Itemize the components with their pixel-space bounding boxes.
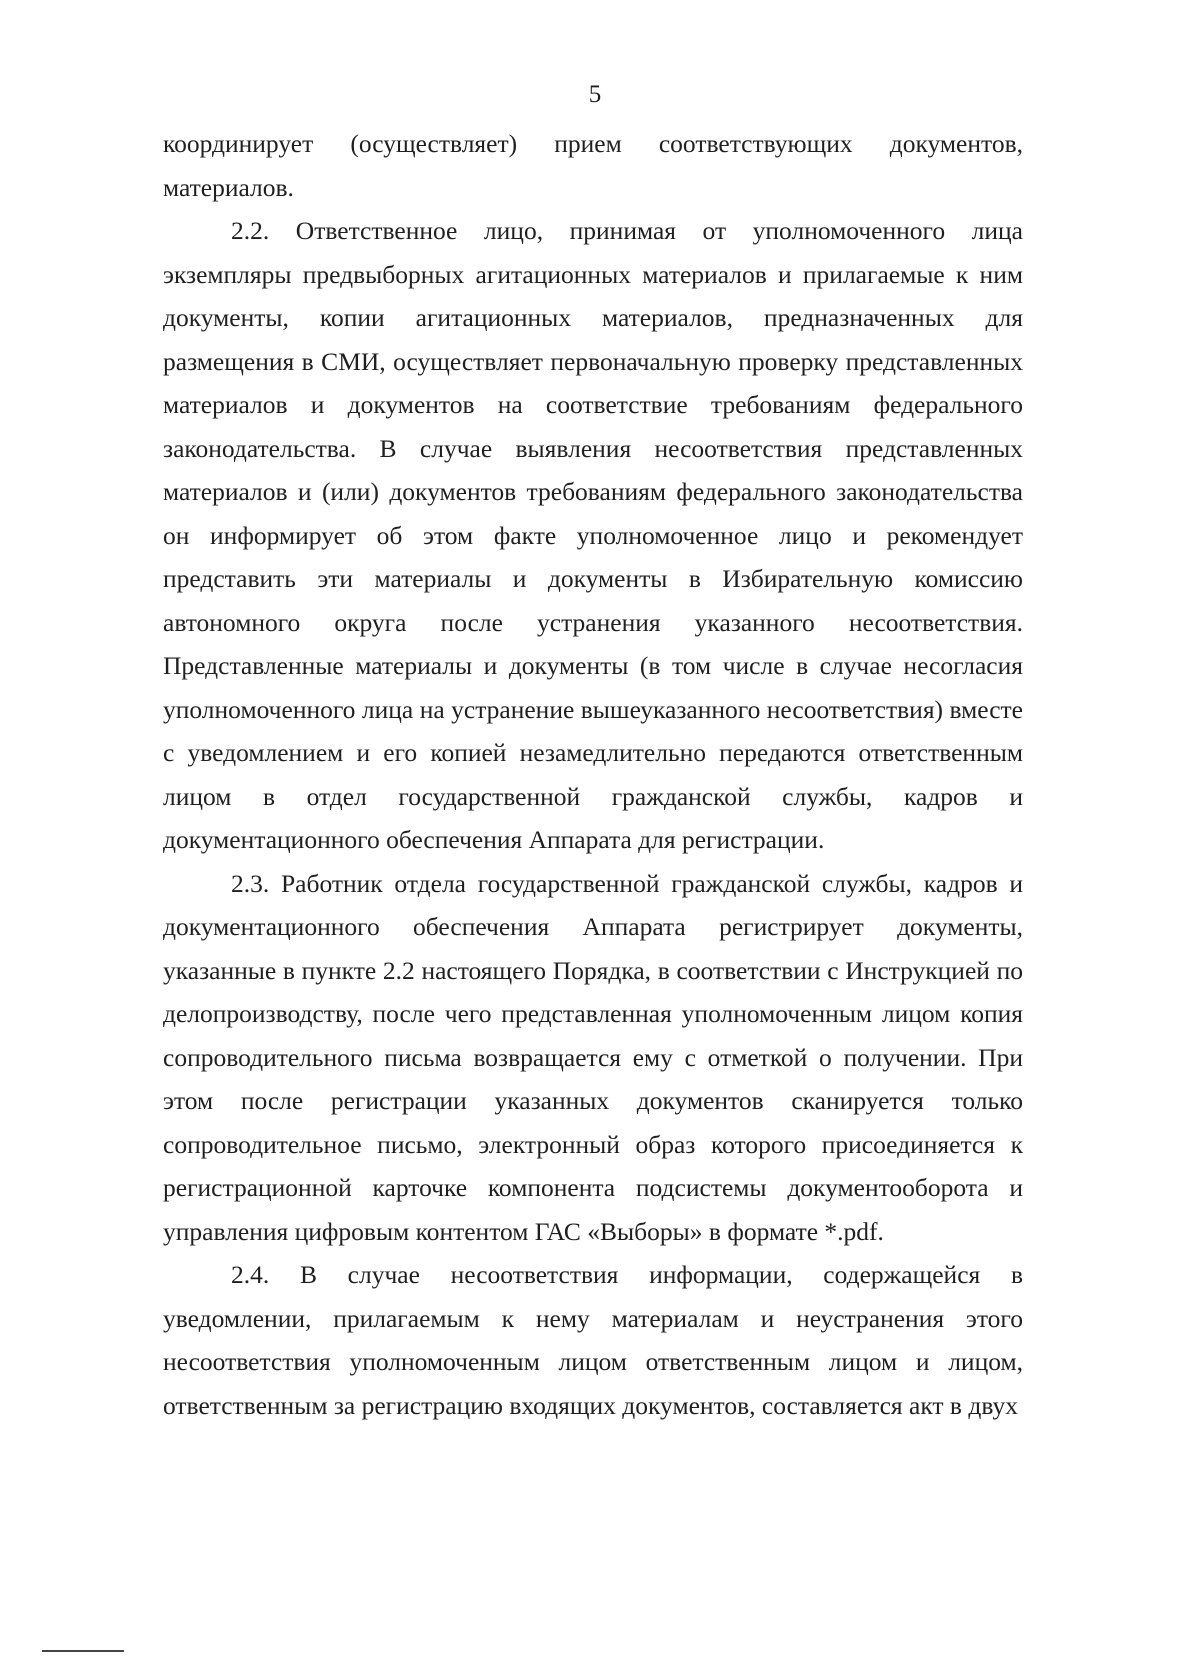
paragraph-2-3: 2.3. Работник отдела государственной гражданской службы, кадров и документационного обеспечения Аппарата регистрирует документы, указанные в пункте 2.2 настоящего Порядка, в соответствии с Инструкцией по делопроизводству, после чего представленная уполномоченным лицом копия сопроводительного письма возвращается ему с отметкой о получении. При этом после регистрации указанных документов сканируется только сопроводительное письмо, электронный образ которого присоединяется к регистрационной карточке компонента подсистемы документооборота и управления цифровым контентом ГАС «Выборы» в формате *.pdf. [163,868,1023,1246]
paragraph-2-4: 2.4. В случае несоответствия информации, содержащейся в уведомлении, прилагаемым к нему материалам и неустранения этого несоответствия уполномоченным лицом ответственным лицом и лицом, ответственным за регистрацию входящих документов, составляется акт в двух [163,1260,1023,1420]
paragraph-2-2: 2.2. Ответственное лицо, принимая от уполномоченного лица экземпляры предвыборных агитационных материалов и прилагаемые к ним документы, копии агитационных материалов, предназначенных для размещения в СМИ, осуществляет первоначальную проверку представленных материалов и документов на соответствие требованиям федерального законодательства. В случае выявления несоответствия представленных материалов и (или) документов требованиям федерального законодательства он информирует об этом факте уполномоченное лицо и рекомендует представить эти материалы и документы в Избирательную комиссию автономного округа после устранения указанного несоответствия. Представленные материалы и документы (в том числе в случае несогласия уполномоченного лица на устранение вышеуказанного несоответствия) вместе с уведомлением и его копией незамедлительно передаются ответственным лицом в отдел государственной гражданской службы, кадров и документационного обеспечения Аппарата для регистрации. [163,216,1023,854]
page-number: 5 [588,81,602,108]
document-body [163,122,1023,1427]
paragraph-continuation: координирует (осуществляет) прием соответствующих документов, материалов. [163,129,1023,202]
footer-rule [42,1650,124,1652]
